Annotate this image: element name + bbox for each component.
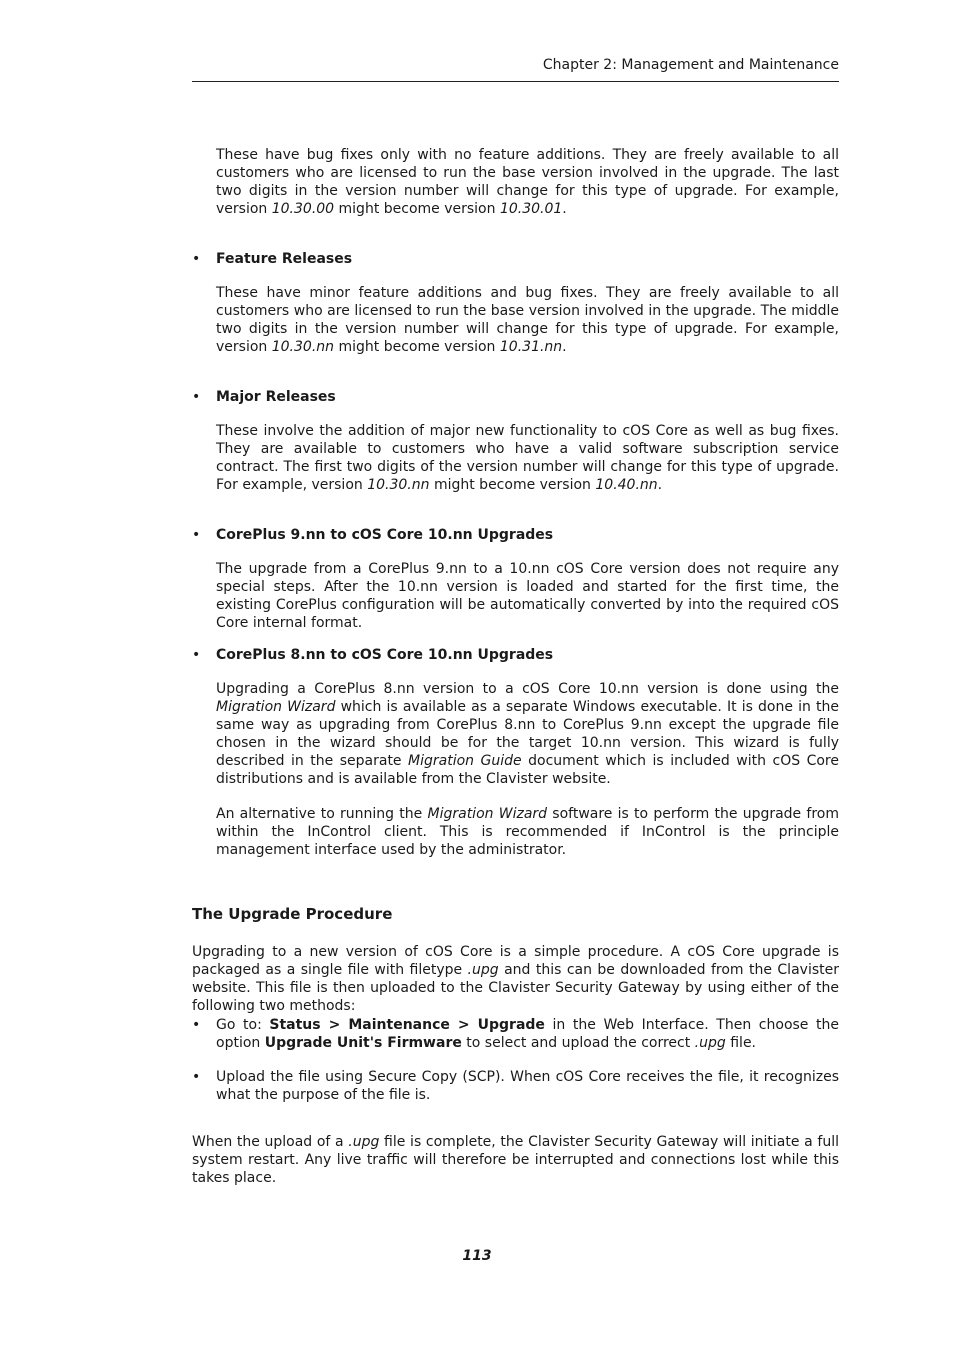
- menu-path: Status > Maintenance > Upgrade: [269, 1017, 545, 1033]
- bullet-marker: •: [192, 647, 201, 663]
- page-number: 113: [462, 1248, 492, 1264]
- list-item-title: Feature Releases: [216, 251, 353, 267]
- bullet-marker: •: [192, 251, 201, 267]
- section-intro: Upgrading to a new version of cOS Core is a simple procedure. A cOS Core upgrade is packaged as a single file with filetype .upg and this can be downloaded from the Clavister website. This file is then uploaded to the Clavister Security Gateway by using either of the following two methods:: [192, 944, 839, 1014]
- upgrade-method-1: Go to: Status > Maintenance > Upgrade in the Web Interface. Then choose the option Upgrade Unit's Firmware to select and upload the correct .upg file.: [216, 1017, 839, 1051]
- upgrade-method-2: Upload the file using Secure Copy (SCP). When cOS Core receives the file, it recognizes what the purpose of the file is.: [216, 1069, 839, 1103]
- closing-paragraph: When the upload of a .upg file is complete, the Clavister Security Gateway will initiate a full system restart. Any live traffic will therefore be interrupted and connections lost while this takes place.: [192, 1134, 839, 1186]
- bullet-marker: •: [192, 1017, 201, 1033]
- list-item-title: CorePlus 8.nn to cOS Core 10.nn Upgrades: [216, 647, 554, 663]
- running-header: [192, 56, 839, 82]
- list-item-body: An alternative to running the Migration Wizard software is to perform the upgrade from within the InControl client. This is recommended if InControl is the principle management interface used by the administrator.: [216, 806, 839, 858]
- chapter-title: Chapter 2: Management and Maintenance: [542, 57, 839, 73]
- option-name: Upgrade Unit's Firmware: [264, 1035, 462, 1051]
- list-item-body: These have minor feature additions and bug fixes. They are freely available to all customers who are licensed to run the base version involved in the upgrade. The middle two digits in the version number will change for this type of upgrade. For example, version 10.30.nn might become version 10.31.nn.: [216, 285, 839, 355]
- bullet-marker: •: [192, 389, 201, 405]
- intro-paragraph: These have bug fixes only with no feature additions. They are freely available to all customers who are licensed to run the base version involved in the upgrade. The last two digits in the version number will change for this type of upgrade. For example, version 10.30.00 might become version 10.30.01.: [216, 147, 839, 217]
- list-item-title: Major Releases: [216, 389, 336, 405]
- section-heading: The Upgrade Procedure: [192, 905, 393, 923]
- list-item-title: CorePlus 9.nn to cOS Core 10.nn Upgrades: [216, 527, 554, 543]
- bullet-marker: •: [192, 1069, 201, 1085]
- list-item-body: The upgrade from a CorePlus 9.nn to a 10.nn cOS Core version does not require any special steps. After the 10.nn version is loaded and started for the first time, the existing CorePlus configuration will be automatically converted by into the required cOS Core internal format.: [216, 561, 839, 631]
- bullet-marker: •: [192, 527, 201, 543]
- list-item-body: These involve the addition of major new functionality to cOS Core as well as bug fixes. They are available to customers who have a valid software subscription service contract. The first two digits of the version number will change for this type of upgrade. For example, version 10.30.nn might become version 10.40.nn.: [216, 423, 839, 493]
- list-item-body: Upgrading a CorePlus 8.nn version to a cOS Core 10.nn version is done using the Migration Wizard which is available as a separate Windows executable. It is done in the same way as upgrading from CorePlus 8.nn to CorePlus 9.nn except the upgrade file chosen in the wizard should be for the target 10.nn version. This wizard is fully described in the separate Migration Guide document which is included with cOS Core distributions and is available from the Clavister website.: [216, 681, 839, 787]
